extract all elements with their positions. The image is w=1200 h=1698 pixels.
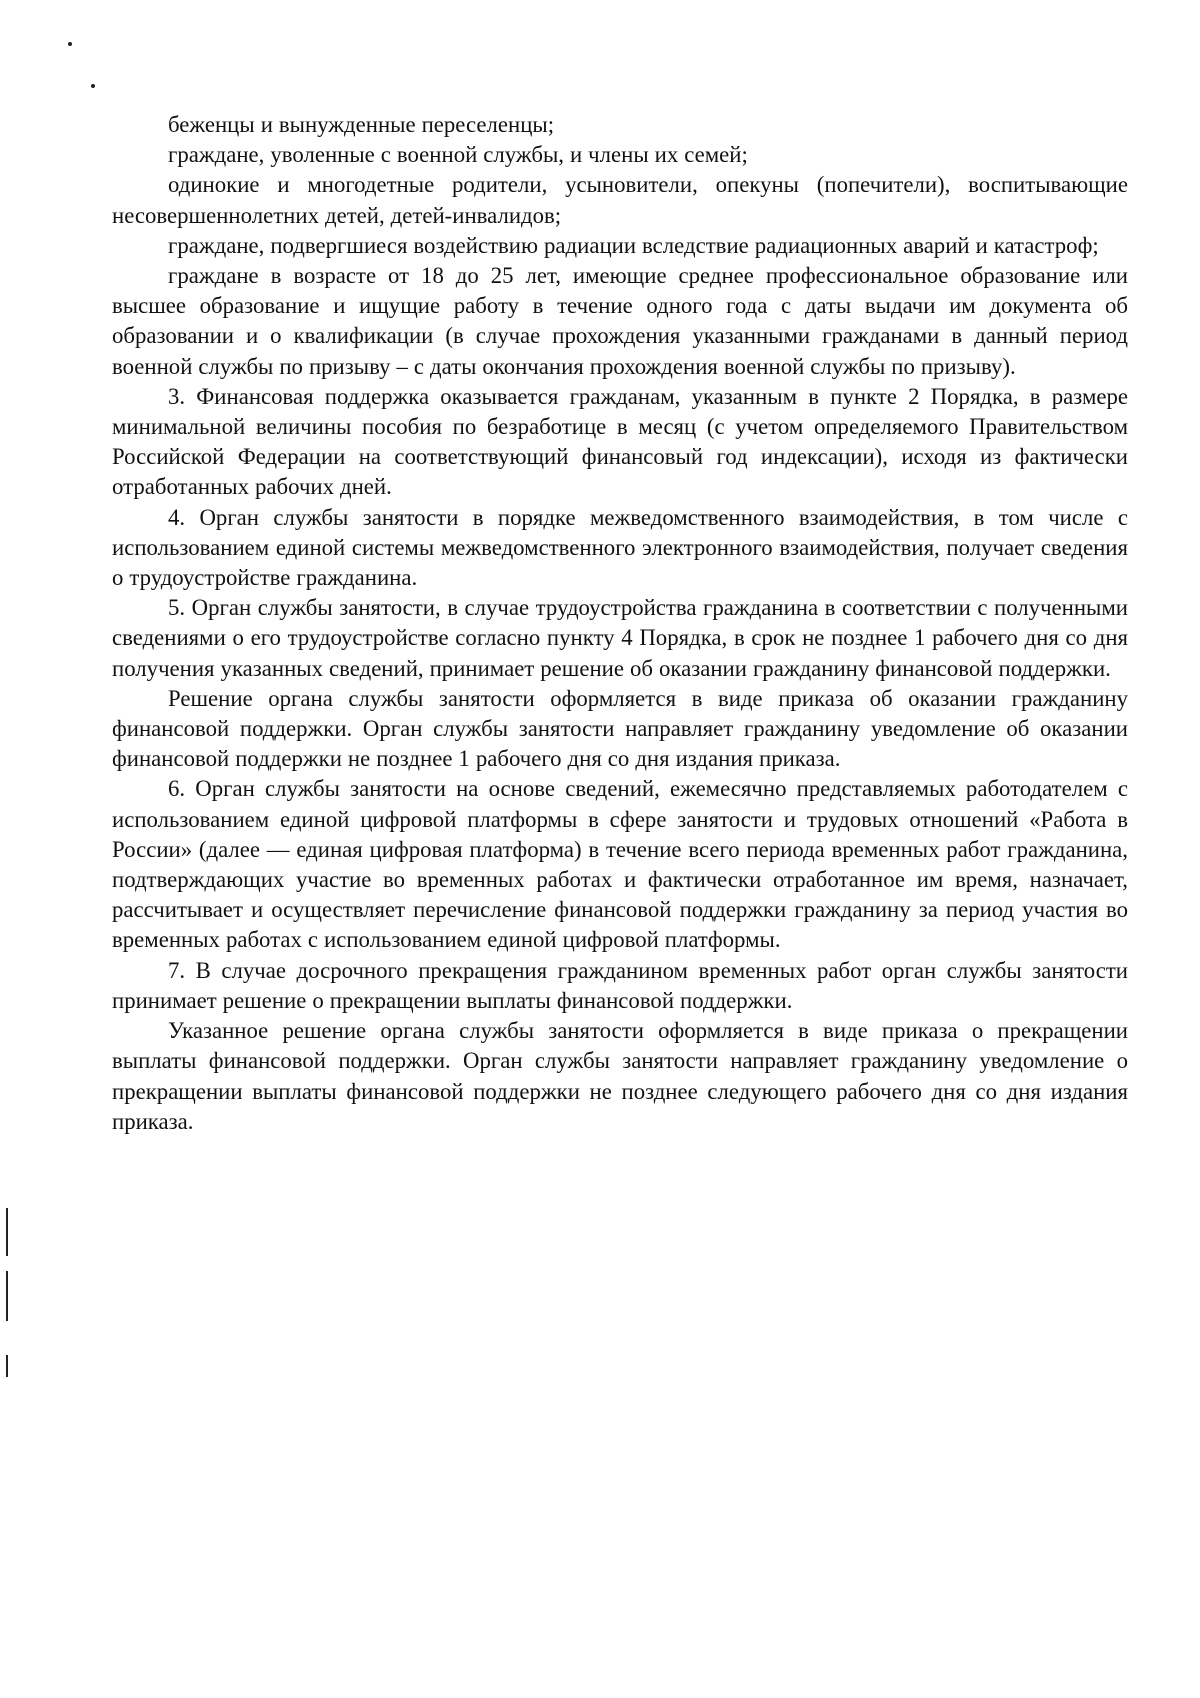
scan-speck xyxy=(68,42,72,46)
clause-5-decision-paragraph: Решение органа службы занятости оформляется в виде приказа об оказании гражданину финансовой поддержки. Орган службы занятости направляет гражданину уведомление об оказании финансовой поддержки не позднее 1 рабочего дня со дня издания приказа. xyxy=(112,685,1128,772)
document-body xyxy=(112,110,1128,1137)
clause-7-paragraph: 7. В случае досрочного прекращения гражданином временных работ орган службы занятости принимает решение о прекращении выплаты финансовой поддержки. xyxy=(112,957,1128,1013)
scan-margin-mark xyxy=(6,1271,8,1321)
list-item-radiation-exposed: граждане, подвергшиеся воздействию радиации вследствие радиационных аварий и катастроф; xyxy=(168,232,1099,258)
clause-3-paragraph: 3. Финансовая поддержка оказывается гражданам, указанным в пункте 2 Порядка, в размере минимальной величины пособия по безработице в месяц (с учетом определяемого Правительством Российской Федерации на соответствующий финансовый год индексации), исходя из фактически отработанных рабочих дней. xyxy=(112,383,1128,500)
list-item-refugees: беженцы и вынужденные переселенцы; xyxy=(168,112,555,137)
list-item-discharged-military: граждане, уволенные с военной службы, и члены их семей; xyxy=(168,142,748,168)
list-item-single-parents: одинокие и многодетные родители, усыновители, опекуны (попечители), воспитывающие несовершеннолетних детей, детей-инвалидов; xyxy=(112,172,1128,228)
scan-speck xyxy=(91,84,95,88)
clause-7-decision-paragraph: Указанное решение органа службы занятости оформляется в виде приказа о прекращении выплаты финансовой поддержки. Орган службы занятости направляет гражданину уведомление о прекращении выплаты финансовой поддержки не позднее следующего рабочего дня со дня издания приказа. xyxy=(112,1018,1128,1134)
scan-margin-mark xyxy=(6,1208,8,1256)
clause-6-paragraph: 6. Орган службы занятости на основе сведений, ежемесячно представляемых работодателем с использованием единой цифровой платформы в сфере занятости и трудовых отношений «Работа в России» (далее — единая цифровая платформа) в течение всего периода временных работ гражданина, подтверждающих участие во временных работах и фактически отработанное им время, назначает, рассчитывает и осуществляет перечисление финансовой поддержки гражданину за период участия во временных работах с использованием единой цифровой платформы. xyxy=(112,776,1128,953)
clause-4-paragraph: 4. Орган службы занятости в порядке межведомственного взаимодействия, в том числе с использованием единой системы межведомственного электронного взаимодействия, получает сведения о трудоустройстве гражданина. xyxy=(112,504,1128,591)
scan-margin-mark xyxy=(6,1355,8,1377)
clause-5-paragraph: 5. Орган службы занятости, в случае трудоустройства гражданина в соответствии с полученными сведениями о его трудоустройстве согласно пункту 4 Порядка, в срок не позднее 1 рабочего дня со дня получения указанных сведений, принимает решение об оказании гражданину финансовой поддержки. xyxy=(112,595,1128,681)
list-item-young-graduates: граждане в возрасте от 18 до 25 лет, имеющие среднее профессиональное образование или высшее образование и ищущие работу в течение одного года с даты выдачи им документа об образовании и о квалификации (в случае прохождения указанными гражданами в данный период военной службы по призыву – с даты окончания прохождения военной службы по призыву). xyxy=(112,263,1128,379)
